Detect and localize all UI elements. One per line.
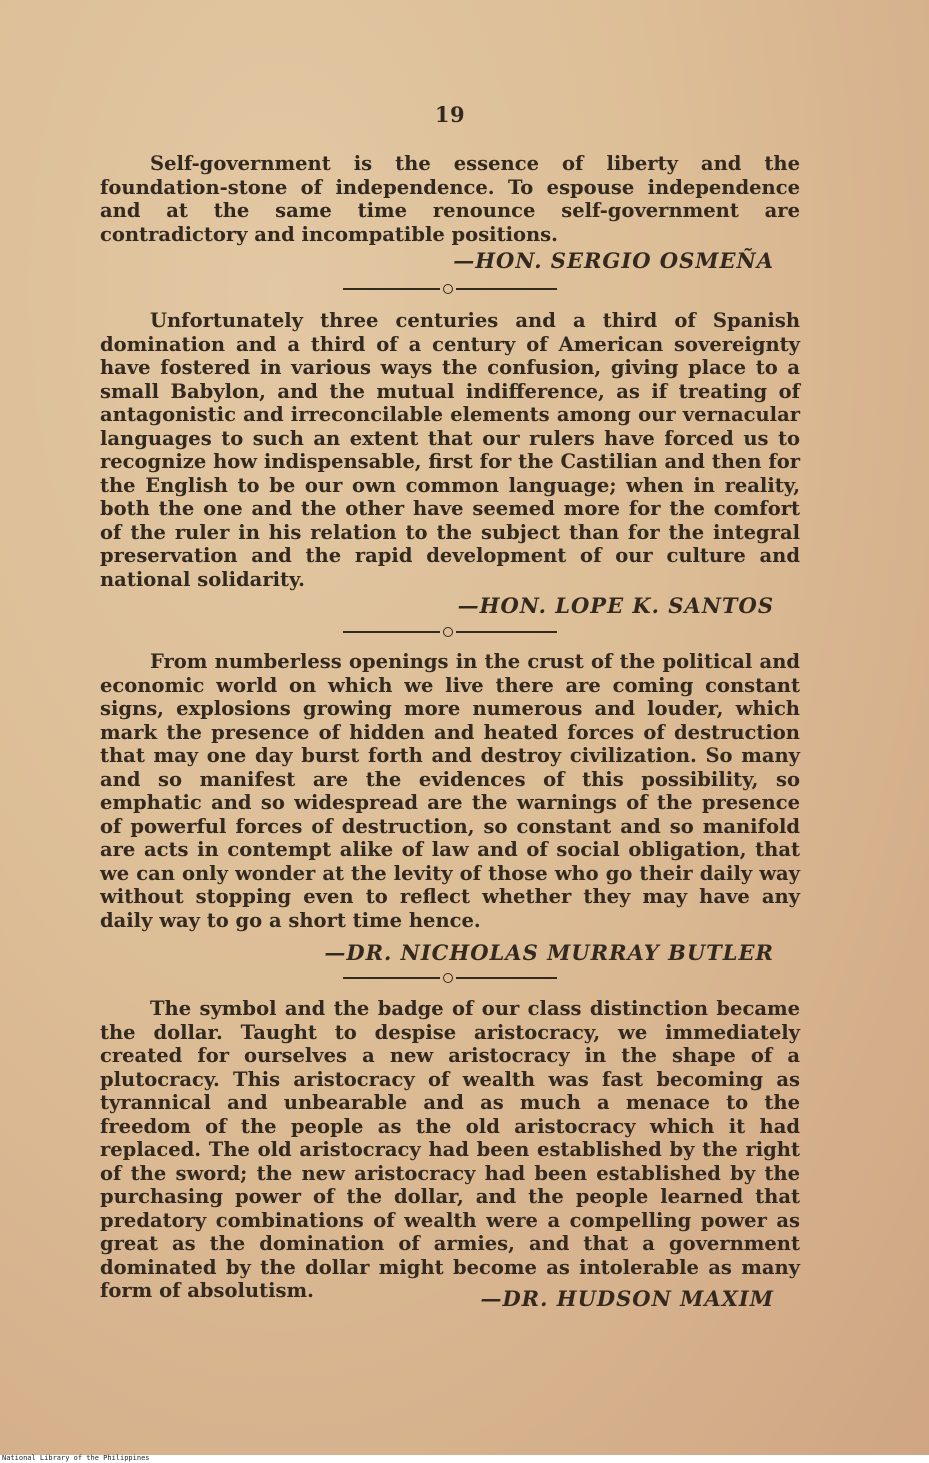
quote-butler-text: From numberless openings in the crust of the political and economic world on which we live there are coming constant signs, explosions growing more numerous and louder, which mark the presence of hidden and heated forces of destruction that may one day burst forth and destroy civilization. So many and so manifest are the evidences of this possibility, so emphatic and so widespread are the warnings of the presence of powerful forces of destruction, so constant and so manifold are acts in contempt alike of law and of social obligation, that we can only wonder at the levity of those who go their daily way without stopping even to reflect whether they may have any daily way to go a short time hence. [100,650,800,932]
quote-butler-author: —DR. NICHOLAS MURRAY BUTLER [324,940,774,965]
quote-osmena-author: —HON. SERGIO OSMEÑA [453,248,774,273]
quote-osmena-text: Self-government is the essence of liberty and the foundation-stone of independence. To espouse independence and at the same time renounce self-government are contradictory and incompatible positions. [100,152,800,246]
section-divider [343,627,557,637]
page-number: 19 [434,102,466,127]
quote-santos-author: —HON. LOPE K. SANTOS [457,593,774,618]
quote-maxim-text: The symbol and the badge of our class distinction became the dollar. Taught to despise aristocracy, we immediately created for ourselves a new aristocracy in the shape of a plutocracy. This aristocracy of wealth was fast becoming as tyrannical and unbearable and as much a menace to the freedom of the people as the old aristocracy which it had replaced. The old aristocracy had been established by the right of the sword; the new aristocracy had been established by the purchasing power of the dollar, and the people learned that predatory combinations of wealth were a compelling power as great as the domination of armies, and that a government dominated by the dollar might become as intolerable as many form of absolutism. [100,997,800,1302]
footer-bar [0,1455,929,1463]
section-divider [343,973,557,983]
footer-credit: National Library of the Philippines [2,1454,150,1462]
quote-santos-text: Unfortunately three centuries and a third of Spanish domination and a third of a century of American sovereignty have fostered in various ways the confusion, giving place to a small Babylon, and the mutual indifference, as if treating of antagonistic and irreconcilable elements among our vernacular languages to such an extent that our rulers have forced us to recognize how indispensable, first for the Castilian and then for the English to be our own common language; when in reality, both the one and the other have seemed more for the comfort of the ruler in his relation to the subject than for the integral preservation and the rapid development of our culture and national solidarity. [100,309,800,591]
quote-maxim-author: —DR. HUDSON MAXIM [480,1286,774,1311]
section-divider [343,284,557,294]
